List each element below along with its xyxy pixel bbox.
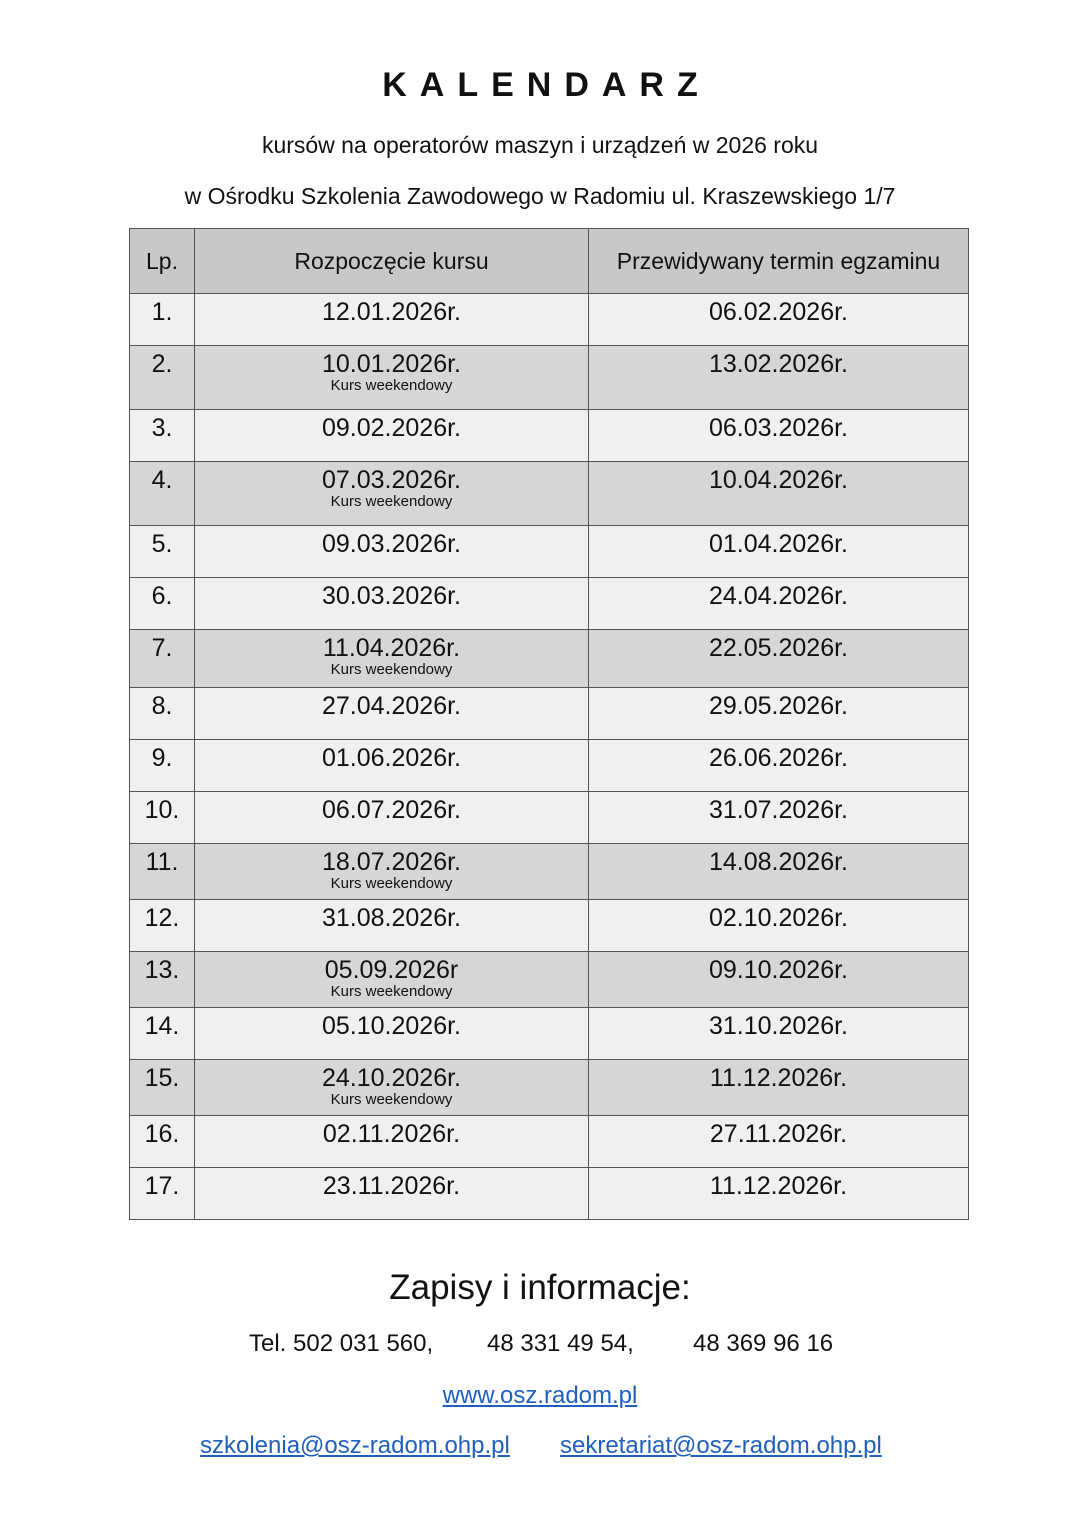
row-number: 10. [130, 792, 195, 844]
table-row [130, 952, 969, 1008]
website-link[interactable]: www.osz.radom.pl [442, 1382, 638, 1409]
course-calendar-table [129, 228, 969, 1220]
exam-date-cell: 26.06.2026r. [589, 740, 969, 792]
course-start-cell [195, 900, 589, 952]
course-start-date: 07.03.2026r. [321, 466, 461, 494]
contact-heading: Zapisy i informacje: [389, 1268, 691, 1307]
table-row [130, 688, 969, 740]
course-start-date: 10.01.2026r. [321, 350, 461, 378]
course-start-date: 23.11.2026r. [322, 1172, 461, 1200]
row-number: 15. [130, 1060, 195, 1116]
course-start-cell [195, 294, 589, 346]
course-start-cell [195, 844, 589, 900]
exam-date-cell: 31.10.2026r. [589, 1008, 969, 1060]
exam-date-cell: 09.10.2026r. [589, 952, 969, 1008]
subtitle-line-2: w Ośrodku Szkolenia Zawodowego w Radomiu ul. Kraszewskiego 1/7 [184, 183, 896, 209]
course-start-cell [195, 792, 589, 844]
exam-date-cell: 14.08.2026r. [589, 844, 969, 900]
course-start-date: 09.02.2026r. [321, 414, 461, 442]
column-header-exam-date: Przewidywany termin egzaminu [589, 229, 969, 294]
exam-date-cell: 13.02.2026r. [589, 346, 969, 410]
row-number: 13. [130, 952, 195, 1008]
course-start-cell [195, 410, 589, 462]
course-start-cell [195, 952, 589, 1008]
email-link-szkolenia[interactable]: szkolenia@osz-radom.ohp.pl [200, 1432, 510, 1459]
column-header-course-start: Rozpoczęcie kursu [195, 229, 589, 294]
phone-number: 48 331 49 54, [487, 1330, 634, 1357]
phone-number: Tel. 502 031 560, [249, 1330, 434, 1357]
table-header-row [130, 229, 969, 294]
course-start-cell [195, 740, 589, 792]
course-start-cell [195, 630, 589, 688]
row-number: 11. [130, 844, 195, 900]
course-start-date: 09.03.2026r. [321, 530, 461, 558]
exam-date-cell: 02.10.2026r. [589, 900, 969, 952]
row-number: 16. [130, 1116, 195, 1168]
course-start-date: 01.06.2026r. [321, 744, 461, 772]
exam-date-cell: 11.12.2026r. [589, 1060, 969, 1116]
weekend-course-note: Kurs weekendowy [330, 377, 453, 394]
course-start-date: 05.10.2026r. [321, 1012, 461, 1040]
exam-date-cell: 24.04.2026r. [589, 578, 969, 630]
exam-date-cell: 31.07.2026r. [589, 792, 969, 844]
course-start-cell [195, 1116, 589, 1168]
course-start-cell [195, 462, 589, 526]
weekend-course-note: Kurs weekendowy [330, 1091, 453, 1108]
exam-date-cell: 10.04.2026r. [589, 462, 969, 526]
table-row [130, 1116, 969, 1168]
exam-date-cell: 22.05.2026r. [589, 630, 969, 688]
course-start-date: 27.04.2026r. [321, 692, 461, 720]
table-row [130, 294, 969, 346]
table-body [130, 294, 969, 1220]
course-start-date: 06.07.2026r. [321, 796, 461, 824]
row-number: 8. [130, 688, 195, 740]
course-start-date: 11.04.2026r. [322, 634, 461, 662]
table-row [130, 346, 969, 410]
table-row [130, 578, 969, 630]
row-number: 17. [130, 1168, 195, 1220]
course-start-cell [195, 1060, 589, 1116]
course-start-date: 18.07.2026r. [321, 848, 461, 876]
row-number: 6. [130, 578, 195, 630]
exam-date-cell: 27.11.2026r. [589, 1116, 969, 1168]
exam-date-cell: 01.04.2026r. [589, 526, 969, 578]
table-row [130, 410, 969, 462]
row-number: 4. [130, 462, 195, 526]
weekend-course-note: Kurs weekendowy [330, 493, 453, 510]
course-start-cell [195, 346, 589, 410]
table-row [130, 1008, 969, 1060]
row-number: 14. [130, 1008, 195, 1060]
course-start-date: 30.03.2026r. [321, 582, 461, 610]
course-start-cell [195, 578, 589, 630]
row-number: 12. [130, 900, 195, 952]
course-start-cell [195, 688, 589, 740]
course-start-date: 24.10.2026r. [321, 1064, 461, 1092]
course-start-date: 02.11.2026r. [322, 1120, 461, 1148]
table-row [130, 844, 969, 900]
course-start-date: 05.09.2026r [324, 956, 459, 984]
table-row [130, 526, 969, 578]
table-row [130, 630, 969, 688]
row-number: 2. [130, 346, 195, 410]
weekend-course-note: Kurs weekendowy [330, 661, 453, 678]
table-row [130, 1060, 969, 1116]
weekend-course-note: Kurs weekendowy [330, 983, 453, 1000]
email-link-sekretariat[interactable]: sekretariat@osz-radom.ohp.pl [560, 1432, 882, 1459]
exam-date-cell: 06.02.2026r. [589, 294, 969, 346]
course-start-date: 12.01.2026r. [321, 298, 461, 326]
course-start-date: 31.08.2026r. [321, 904, 461, 932]
exam-date-cell: 06.03.2026r. [589, 410, 969, 462]
exam-date-cell: 11.12.2026r. [589, 1168, 969, 1220]
course-start-cell [195, 1008, 589, 1060]
row-number: 3. [130, 410, 195, 462]
row-number: 7. [130, 630, 195, 688]
row-number: 9. [130, 740, 195, 792]
column-header-number: Lp. [130, 229, 195, 294]
document-title: KALENDARZ [382, 66, 711, 104]
exam-date-cell: 29.05.2026r. [589, 688, 969, 740]
row-number: 5. [130, 526, 195, 578]
subtitle-line-1: kursów na operatorów maszyn i urządzeń w 2026 roku [261, 132, 819, 158]
table-row [130, 740, 969, 792]
row-number: 1. [130, 294, 195, 346]
course-start-cell [195, 526, 589, 578]
table-row [130, 462, 969, 526]
table-row [130, 900, 969, 952]
weekend-course-note: Kurs weekendowy [330, 875, 453, 892]
table-row [130, 1168, 969, 1220]
table-row [130, 792, 969, 844]
phone-number: 48 369 96 16 [693, 1330, 834, 1357]
course-start-cell [195, 1168, 589, 1220]
